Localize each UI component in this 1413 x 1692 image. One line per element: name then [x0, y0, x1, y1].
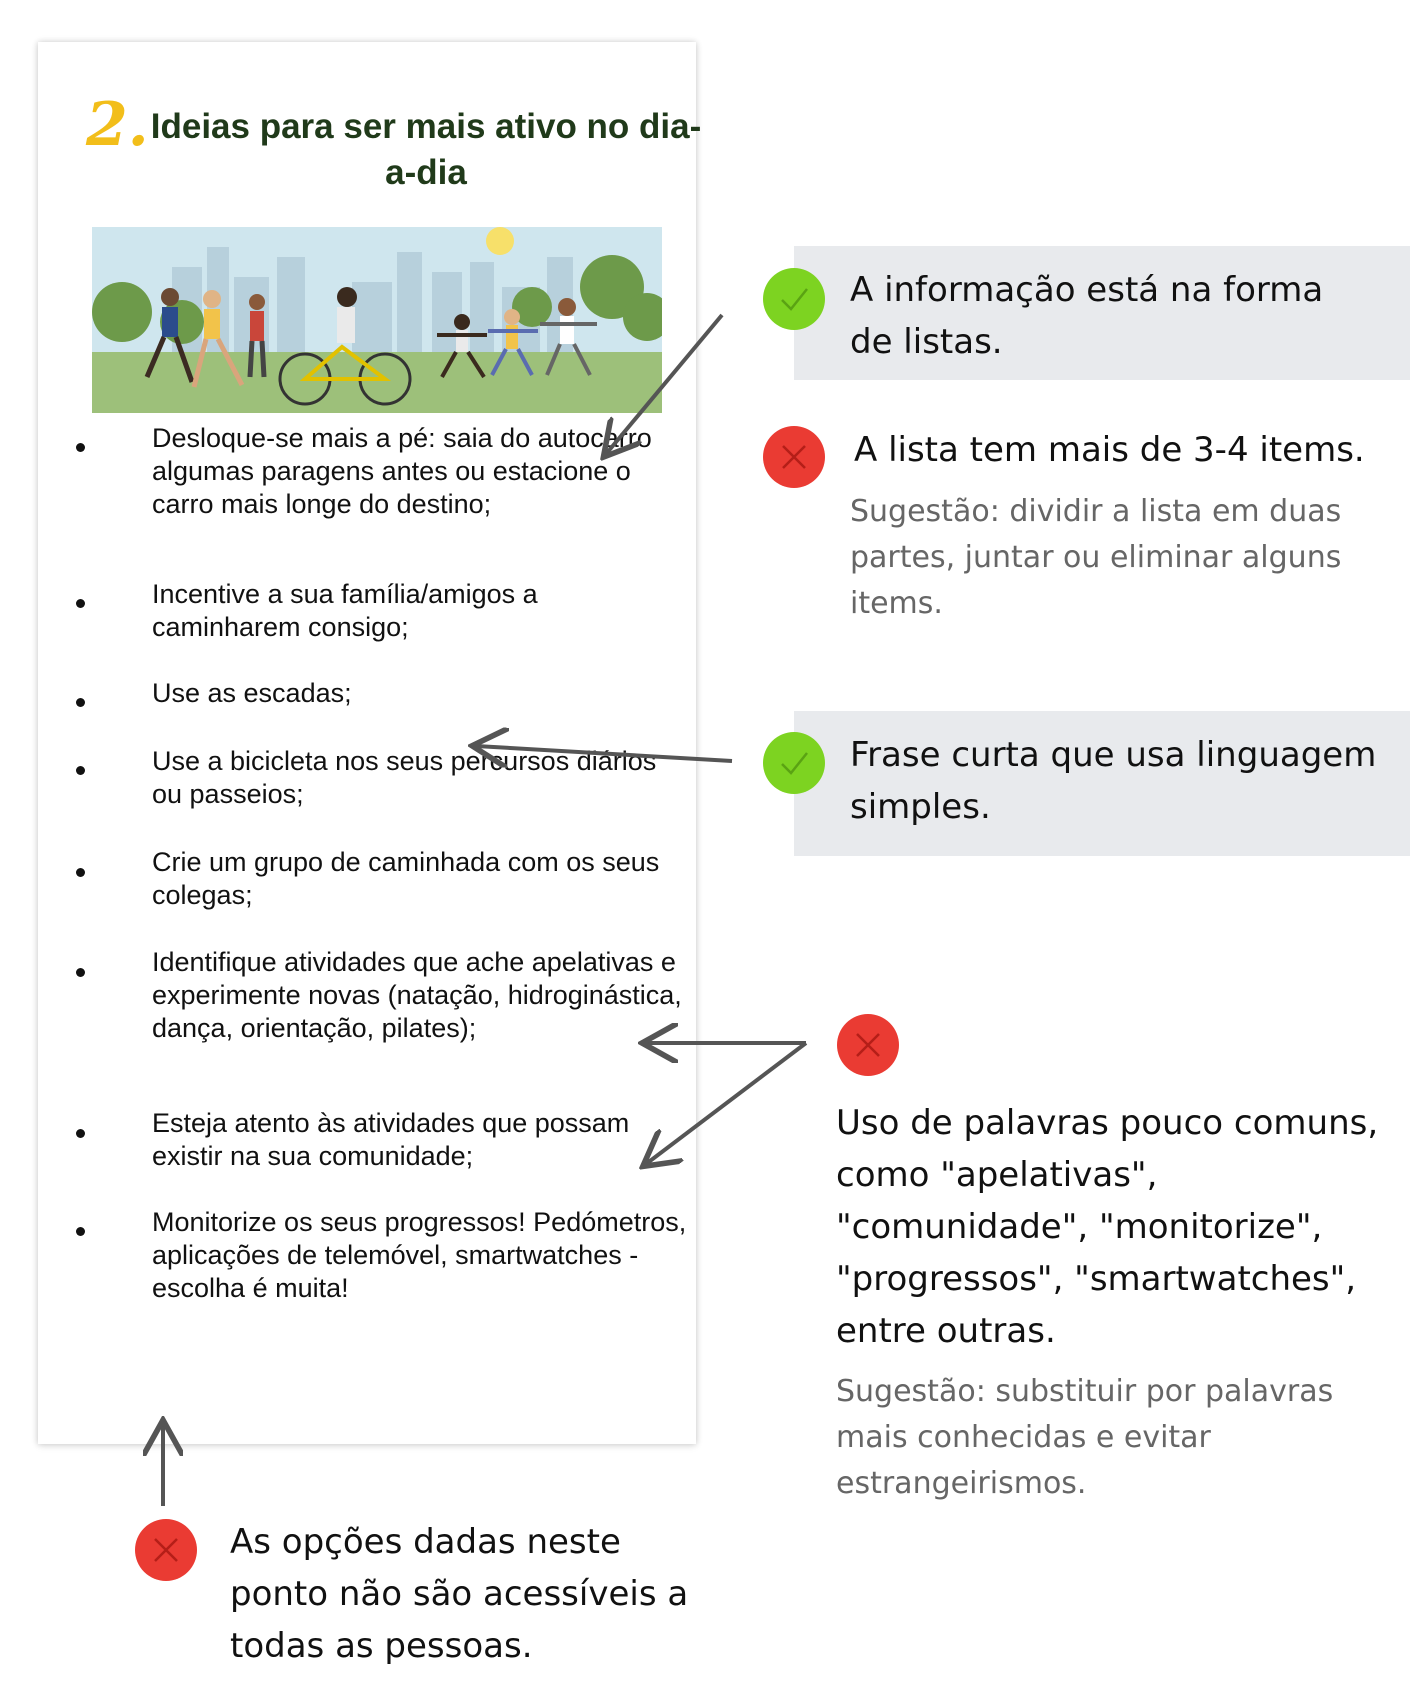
card-title: Ideias para ser mais ativo no dia-a-dia — [150, 107, 702, 192]
list-item: Desloque-se mais a pé: saia do autocarro algumas paragens antes ou estacione o carro mais longe do destino; — [152, 423, 652, 519]
uncommon-words-note: Uso de palavras pouco comuns, como "apelativas", "comunidade", "monitorize", "progressos", "smartwatches", entre outras. — [836, 1103, 1379, 1351]
list-item: Esteja atento às atividades que possam existir na sua comunidade; — [152, 1108, 630, 1171]
accessibility-note: As opções dadas neste ponto não são acessíveis a todas as pessoas. — [230, 1522, 689, 1666]
list-item: Use as escadas; — [152, 678, 352, 708]
short-phrase-note: Frase curta que usa linguagem simples. — [850, 735, 1377, 827]
lists-note: A informação está na forma de listas. — [850, 270, 1324, 362]
list-item: Incentive a sua família/amigos a caminharem consigo; — [152, 579, 538, 642]
list-item: Identifique atividades que ache apelativas e experimente novas (natação, hidroginástica, dança, orientação, pilates); — [152, 947, 682, 1043]
too-many-items-note: A lista tem mais de 3-4 items. — [854, 430, 1365, 470]
too-many-items-suggestion: Sugestão: dividir a lista em duas partes, juntar ou eliminar alguns items. — [850, 494, 1342, 621]
uncommon-words-suggestion: Sugestão: substituir por palavras mais conhecidas e evitar estrangeirismos. — [836, 1374, 1334, 1501]
list-item: Use a bicicleta nos seus percursos diários ou passeios; — [152, 746, 657, 809]
arrow-to-comunidade — [646, 1043, 806, 1164]
arrow-to-list — [606, 315, 722, 454]
list-item: Crie um grupo de caminhada com os seus colegas; — [152, 847, 660, 910]
arrow-to-escadas — [476, 746, 732, 761]
list-item: Monitorize os seus progressos! Pedómetros, aplicações de telemóvel, smartwatches - escolha é muita! — [152, 1207, 687, 1303]
section-number: 2. — [86, 90, 149, 160]
